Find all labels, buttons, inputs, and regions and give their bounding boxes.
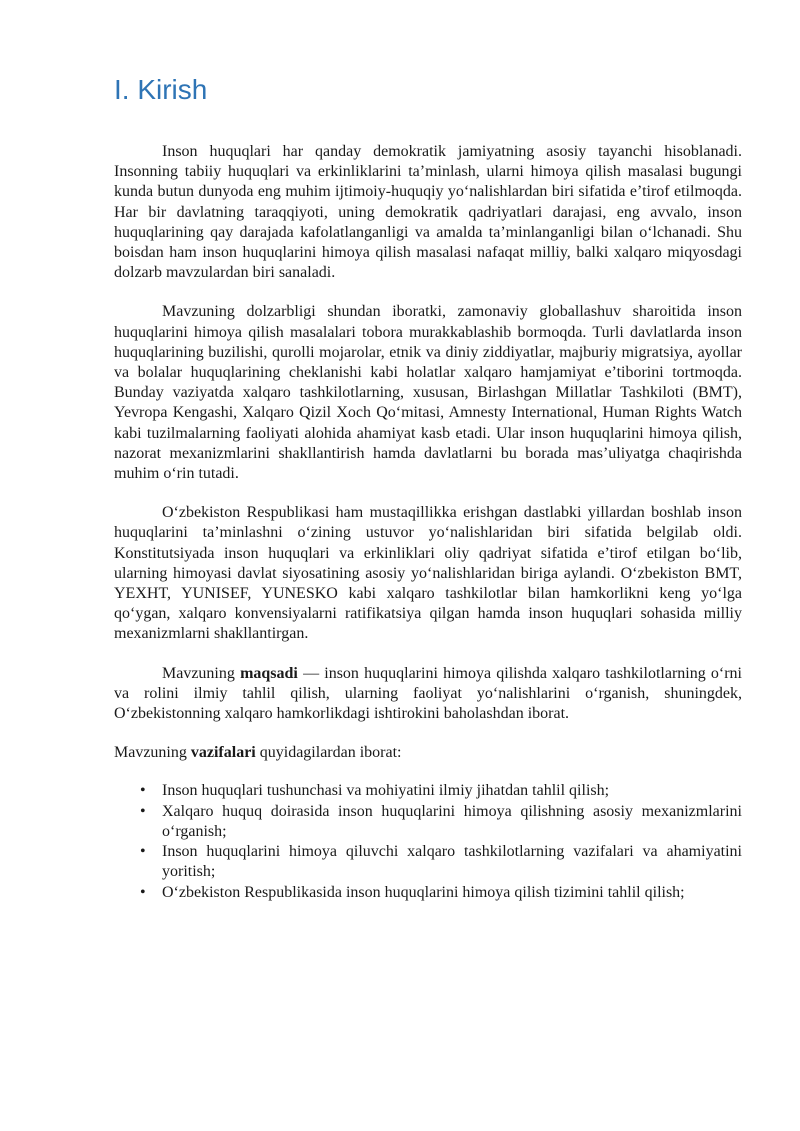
list-item — [114, 883, 742, 903]
list-item-text: O‘zbekiston Respublikasida inson huquqlarini himoya qilish tizimini tahlil qilish; — [162, 883, 685, 901]
relevance-paragraph: Mavzuning dolzarbligi shundan iboratki, zamonaviy globallashuv sharoitida inson huquqlarini himoya qilish masalalari tobora murakkablashib bormoqda. Turli davlatlarda inson huquqlarining buzilishi, qurolli mojarolar, etnik va diniy ziddiyatlar, majburiy migratsiya, ayollar va bolalar huquqlarining cheklanishi kabi holatlar xalqaro hamjamiyat e’tiborini tortmoqda. Bunday vaziyatda xalqaro tashkilotlarning, xususan, Birlashgan Millatlar Tashkiloti (BMT), Yevropa Kengashi, Xalqaro Qizil Xoch Qo‘mitasi, Amnesty International, Human Rights Watch kabi tuzilmalarning faoliyati alohida ahamiyat kasb etadi. Ular inson huquqlarini himoya qilish, nazorat mexanizmlarini shakllantirish hamda davlatlarni bu borada mas’uliyatga chaqirishda muhim o‘rin tutadi. — [114, 303, 742, 483]
list-item — [114, 781, 742, 801]
tasks-text-after: quyidagilardan iborat: — [255, 744, 402, 762]
document-page — [114, 68, 742, 903]
tasks-list — [114, 781, 742, 902]
uzbekistan-paragraph: O‘zbekiston Respublikasi ham mustaqillikka erishgan dastlabki yillardan boshlab inson huquqlarini ta’minlashni o‘zining ustuvor yo‘nalishlaridan biri sifatida belgilab oldi. Konstitutsiyada inson huquqlari va erkinliklari oliy qadriyat sifatida e’tirof etilgan bo‘lib, ularning himoyasi davlat siyosatining asosiy yo‘nalishlaridan biriga aylandi. O‘zbekiston BMT, YEXHT, YUNISEF, YUNESKO kabi xalqaro tashkilotlar bilan hamkorlikni keng yo‘lga qo‘ygan, xalqaro konvensiyalarni ratifikatsiya qilgan hamda inson huquqlari sohasida milliy mexanizmlarni shakllantirgan. — [114, 504, 742, 643]
tasks-keyword: vazifalari — [190, 744, 256, 762]
bullet-icon: • — [140, 782, 146, 800]
tasks-intro — [114, 743, 742, 763]
tasks-text-before: Mavzuning — [114, 744, 191, 762]
bullet-icon: • — [140, 843, 146, 861]
list-item-text: Inson huquqlarini himoya qiluvchi xalqaro tashkilotlarning vazifalari va ahamiyatini yoritish; — [162, 843, 742, 881]
goal-text-before: Mavzuning — [162, 664, 241, 682]
list-item-text: Xalqaro huquq doirasida inson huquqlarini himoya qilishning asosiy mexanizmlarini o‘rganish; — [162, 802, 742, 840]
list-item — [114, 842, 742, 882]
section-heading: I. Kirish — [114, 74, 208, 105]
list-item-text: Inson huquqlari tushunchasi va mohiyatini ilmiy jihatdan tahlil qilish; — [162, 782, 610, 800]
bullet-icon: • — [140, 802, 146, 820]
goal-paragraph — [114, 664, 742, 725]
bullet-icon: • — [140, 883, 146, 901]
goal-keyword: maqsadi — [240, 664, 298, 682]
intro-paragraph: Inson huquqlari har qanday demokratik jamiyatning asosiy tayanchi hisoblanadi. Insonning tabiiy huquqlari va erkinliklarini ta’minlash, ularni himoya qilish masalasi bugungi kunda butun dunyoda eng muhim ijtimoiy-huquqiy yo‘nalishlardan biri sifatida e’tirof etilmoqda. Har bir davlatning taraqqiyoti, uning demokratik qadriyatlari darajasi, eng avvalo, inson huquqlarining qay darajada kafolatlanganligi va amalda ta’minlanganligi bilan o‘lchanadi. Shu boisdan ham inson huquqlarini himoya qilish masalasi nafaqat milliy, balki xalqaro miqyosdagi dolzarb mavzulardan biri sanaladi. — [114, 143, 742, 282]
goal-text-after: — inson huquqlarini himoya qilishda xalqaro tashkilotlarning o‘rni va rolini ilmiy tahlil qilish, ularning faoliyat yo‘nalishlarini o‘rganish, shuningdek, O‘zbekistonning xalqaro hamkorlikdagi ishtirokini baholashdan iborat. — [114, 664, 743, 723]
list-item — [114, 802, 742, 842]
